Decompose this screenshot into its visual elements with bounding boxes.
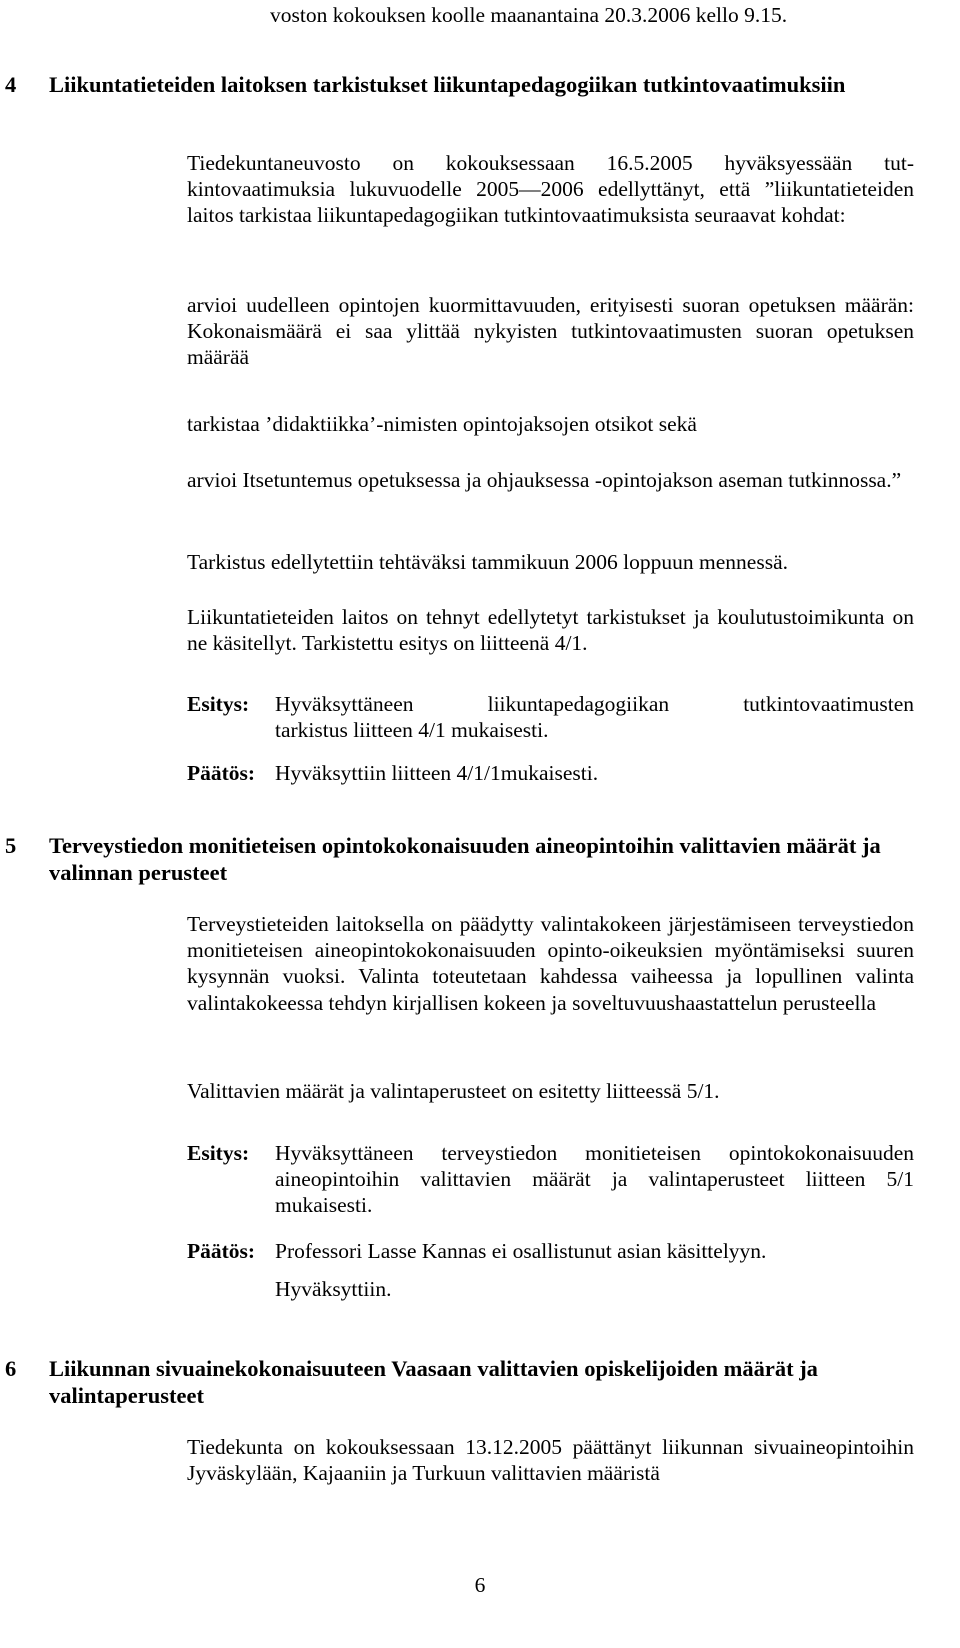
section-number: 6 [5, 1356, 17, 1381]
section-4-item-3: arvioi Itsetuntemus opetuksessa ja ohjauksessa -opintojakson aseman tutkinnossa.” [187, 468, 902, 492]
section-5-attachment: Valittavien määrät ja valintaperusteet on esitetty liitteessä 5/1. [187, 1079, 720, 1103]
section-4-heading [5, 71, 905, 98]
section-4-proposal [187, 691, 914, 743]
decision-text-line-1: Professori Lasse Kannas ei osallistunut asian käsittelyyn. [275, 1239, 767, 1263]
section-title: Terveystiedon monitieteisen opintokokonaisuuden aineopintoihin valittavien määrät ja valinnan perusteet [49, 833, 881, 885]
section-number: 5 [5, 833, 17, 858]
section-5-heading [5, 832, 905, 886]
decision-text [275, 1238, 914, 1302]
proposal-text: Hyväksyttäneen terveystiedon monitieteisen opintokokonaisuuden aineopintoihin valittavien määrät ja valintaperusteet liitteen 5/1 mukaisesti. [275, 1141, 914, 1218]
page-number: 6 [474, 1573, 486, 1597]
section-5-body: Terveystieteiden laitoksella on päädytty valintakokeen järjestämiseen terveystiedon monitieteisen aineopintokokonaisuuden opinto-oikeuksien myöntämiseksi suuren kysynnän vuoksi. Valinta toteutetaan kahdessa vaiheessa ja lopullinen valinta valintakokeessa tehdyn kirjallisen kokeen ja soveltuvuushaastattelun perusteella [187, 912, 914, 1015]
section-4-item-2: tarkistaa ’didaktiikka’-nimisten opintojaksojen otsikot sekä [187, 412, 697, 436]
proposal-text-line-1: Hyväksyttäneen liikuntapedagogiikan tutkintovaatimusten [275, 692, 914, 716]
section-number: 4 [5, 72, 17, 97]
continued-paragraph-fragment: voston kokouksen koolle maanantaina 20.3.2006 kello 9.15. [270, 3, 788, 27]
decision-text: Hyväksyttiin liitteen 4/1/1mukaisesti. [275, 761, 599, 785]
section-title: Liikuntatieteiden laitoksen tarkistukset liikuntapedagogiikan tutkintovaatimuksiin [49, 72, 846, 97]
proposal-text-line-2: tarkistus liitteen 4/1 mukaisesti. [275, 718, 549, 743]
section-4-status: Liikuntatieteiden laitos on tehnyt edellytetyt tarkistukset ja koulutustoimikunta on ne käsitellyt. Tarkistettu esitys on liitteenä 4/1. [187, 605, 914, 656]
decision-label: Päätös: [187, 1239, 256, 1263]
section-5-proposal [187, 1140, 914, 1219]
proposal-label: Esitys: [187, 692, 250, 716]
section-6-body: Tiedekunta on kokouksessaan 13.12.2005 päättänyt liikunnan sivuaineopintoihin Jyväskylään, Kajaaniin ja Turkuun valittavien määristä [187, 1435, 914, 1486]
section-4-intro: Tiedekuntaneuvosto on kokouksessaan 16.5.2005 hyväksyessään tutkintovaatimuksia lukuvuodelle 2005—2006 edellyttänyt, että ”liikuntatieteiden laitos tarkistaa liikuntapedagogiikan tutkintovaatimuksista seuraavat kohdat: [187, 151, 914, 228]
decision-label: Päätös: [187, 761, 256, 785]
proposal-label: Esitys: [187, 1141, 250, 1165]
section-4-item-1: arvioi uudelleen opintojen kuormittavuuden, erityisesti suoran opetuksen määrän: Kokonaismäärä ei saa ylittää nykyisten tutkintovaatimusten suoran opetuksen määrää [187, 293, 914, 370]
section-5-decision [187, 1238, 914, 1302]
section-title: Liikunnan sivuainekokonaisuuteen Vaasaan valittavien opiskelijoiden määrät ja valintaperusteet [49, 1356, 818, 1408]
section-6-heading [5, 1355, 905, 1409]
proposal-text [275, 691, 914, 743]
section-4-decision [187, 760, 914, 786]
decision-text-line-2: Hyväksyttiin. [275, 1277, 392, 1302]
section-4-deadline: Tarkistus edellytettiin tehtäväksi tammikuun 2006 loppuun mennessä. [187, 550, 788, 574]
